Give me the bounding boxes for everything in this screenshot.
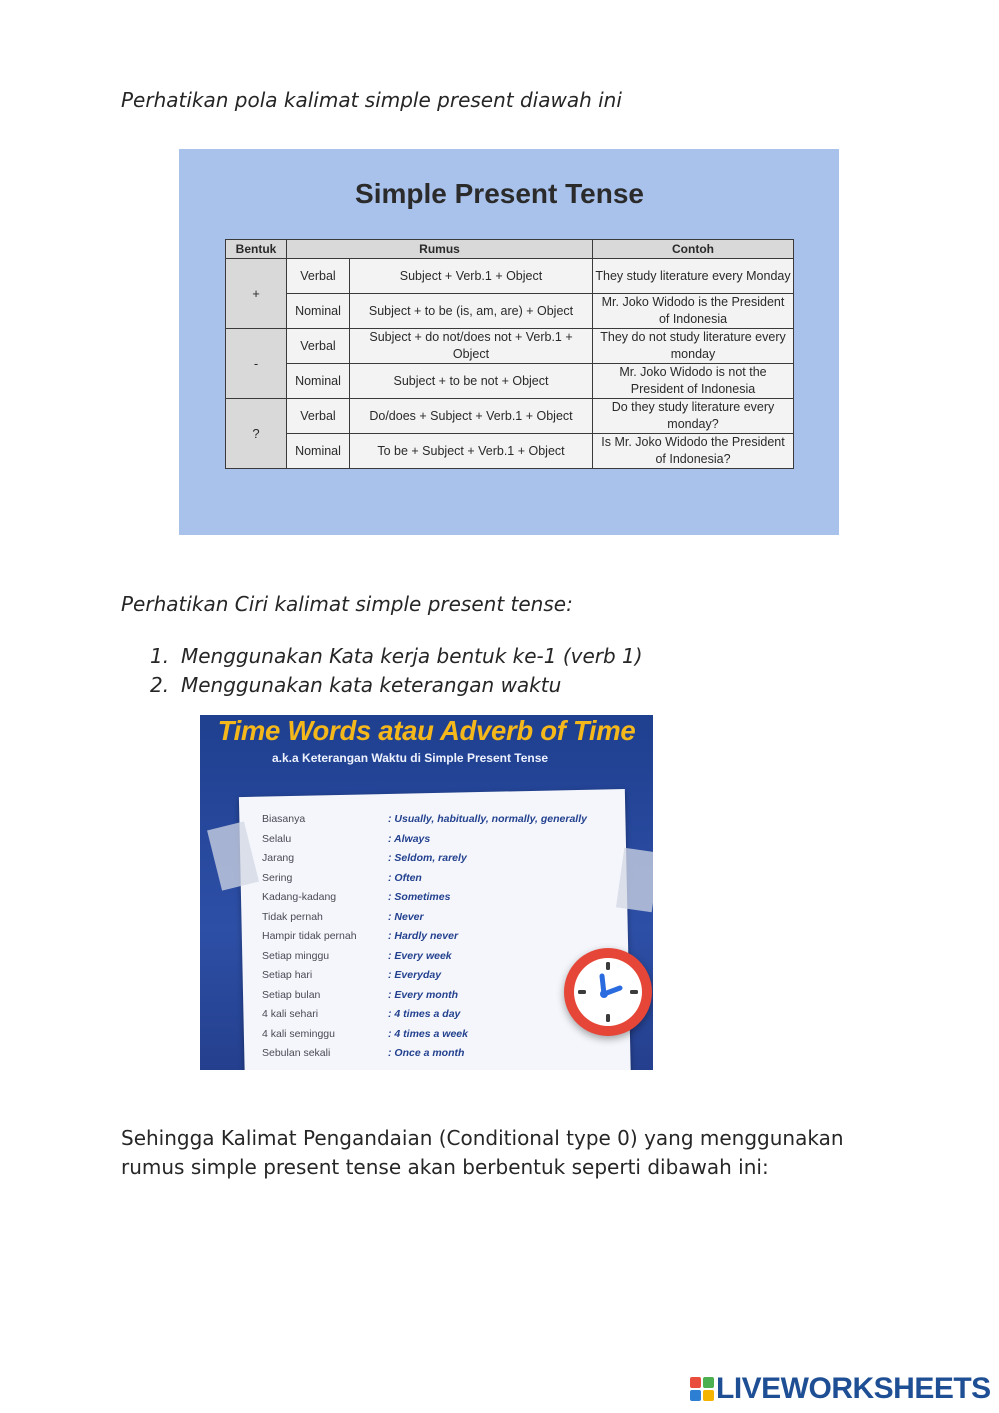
list-number: 1. [150, 644, 170, 668]
english-word: : Sometimes [388, 891, 451, 903]
type-cell: Nominal [287, 364, 350, 399]
example-cell: Do they study literature every monday? [593, 399, 794, 434]
type-cell: Nominal [287, 434, 350, 469]
liveworksheets-logo-icon [690, 1377, 714, 1401]
indonesian-word: Selalu [262, 833, 292, 845]
list-number: 2. [150, 673, 170, 697]
indonesian-word: Jarang [262, 852, 295, 864]
indonesian-word: Setiap minggu [262, 950, 330, 962]
formula-cell: To be + Subject + Verb.1 + Object [350, 434, 593, 469]
intro-text: Perhatikan pola kalimat simple present diawah ini [121, 88, 622, 112]
indonesian-word: Kadang-kadang [262, 891, 337, 903]
formula-cell: Subject + Verb.1 + Object [350, 259, 593, 294]
english-word: : Seldom, rarely [388, 852, 467, 864]
english-word: : 4 times a day [388, 1008, 461, 1020]
table-row [226, 434, 794, 469]
form-cell: - [226, 329, 287, 399]
header-bentuk: Bentuk [226, 240, 287, 259]
indonesian-word: Setiap bulan [262, 989, 321, 1001]
indonesian-word: Tidak pernah [262, 911, 323, 923]
english-word: : Usually, habitually, normally, generally [388, 813, 587, 825]
time-words-figure [200, 715, 653, 1070]
english-word: : Hardly never [388, 930, 459, 942]
list-text: Menggunakan Kata kerja bentuk ke-1 (verb 1) [181, 644, 643, 668]
table-row [226, 399, 794, 434]
formula-cell: Subject + to be not + Object [350, 364, 593, 399]
closing-text: Sehingga Kalimat Pengandaian (Conditional type 0) yang menggunakan rumus simple present tense akan berbentuk seperti dibawah ini: [121, 1126, 844, 1179]
english-word: : 4 times a week [388, 1028, 468, 1040]
type-cell: Nominal [287, 294, 350, 329]
formula-cell: Do/does + Subject + Verb.1 + Object [350, 399, 593, 434]
list-item [150, 642, 643, 671]
table-row [226, 259, 794, 294]
features-heading: Perhatikan Ciri kalimat simple present tense: [121, 592, 573, 616]
indonesian-word: Setiap hari [262, 969, 313, 981]
table-row [226, 364, 794, 399]
liveworksheets-logo[interactable] [690, 1372, 991, 1406]
indonesian-word: Sering [262, 872, 293, 884]
indonesian-word: Biasanya [262, 813, 306, 825]
table-row [226, 294, 794, 329]
header-rumus: Rumus [287, 240, 593, 259]
indonesian-word: Hampir tidak pernah [262, 930, 357, 942]
formula-cell: Subject + do not/does not + Verb.1 + Object [350, 329, 593, 364]
example-cell: Is Mr. Joko Widodo the President of Indonesia? [593, 434, 794, 469]
type-cell: Verbal [287, 259, 350, 294]
simple-present-table [225, 239, 794, 469]
header-contoh: Contoh [593, 240, 794, 259]
form-cell: ? [226, 399, 287, 469]
formula-cell: Subject + to be (is, am, are) + Object [350, 294, 593, 329]
clock-hands-icon [574, 958, 642, 1026]
english-word: : Everyday [388, 969, 442, 981]
clock-icon [564, 948, 652, 1036]
example-cell: They study literature every Monday [593, 259, 794, 294]
logo-text: LIVEWORKSHEETS [716, 1372, 991, 1405]
english-word: : Often [388, 872, 422, 884]
indonesian-word: Sebulan sekali [262, 1047, 331, 1059]
list-item [150, 671, 643, 700]
english-word: : Once a month [388, 1047, 465, 1059]
figure-title: Simple Present Tense [355, 178, 644, 209]
form-cell: + [226, 259, 287, 329]
example-cell: Mr. Joko Widodo is the President of Indonesia [593, 294, 794, 329]
example-cell: Mr. Joko Widodo is not the President of Indonesia [593, 364, 794, 399]
features-list [150, 642, 643, 700]
table-row [226, 329, 794, 364]
english-word: : Every week [388, 950, 452, 962]
indonesian-word: 4 kali seminggu [262, 1028, 335, 1040]
indonesian-word: 4 kali sehari [262, 1008, 319, 1020]
english-word: : Never [388, 911, 424, 923]
type-cell: Verbal [287, 329, 350, 364]
type-cell: Verbal [287, 399, 350, 434]
english-word: : Always [388, 833, 431, 845]
time-words-title: Time Words atau Adverb of Time [217, 715, 636, 746]
table-header-row [226, 240, 794, 259]
clock-face [574, 958, 642, 1026]
example-cell: They do not study literature every monday [593, 329, 794, 364]
english-word: : Every month [388, 989, 459, 1001]
list-text: Menggunakan kata keterangan waktu [181, 673, 562, 697]
time-words-subtitle: a.k.a Keterangan Waktu di Simple Present Tense [272, 751, 549, 765]
